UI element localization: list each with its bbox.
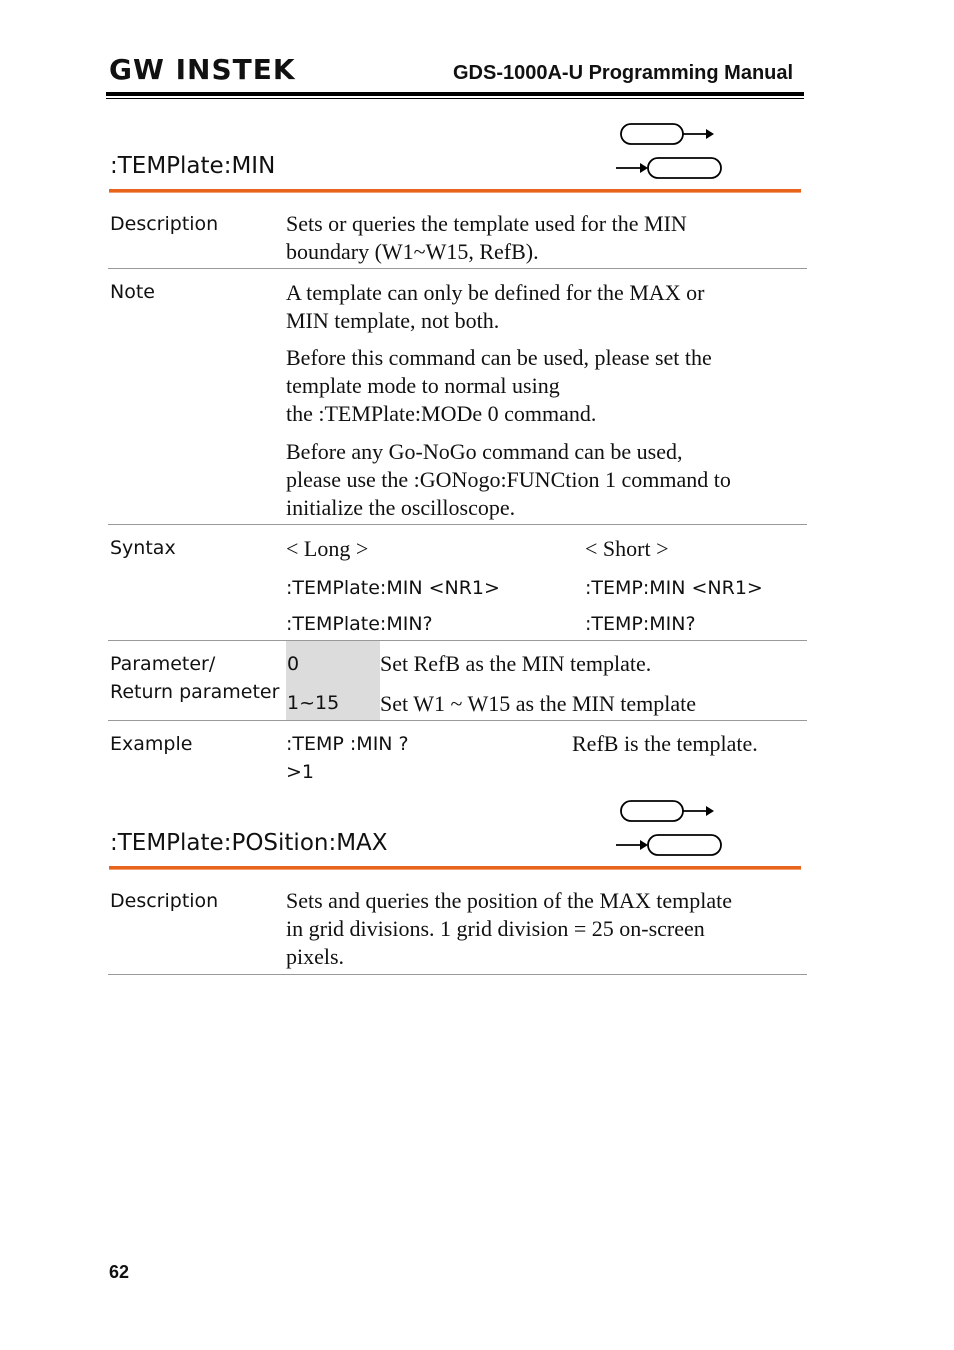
param-desc: Set W1 ~ W15 as the MIN template <box>380 691 696 716</box>
manual-title: GDS-1000A-U Programming Manual <box>453 62 794 84</box>
section-rule <box>109 866 801 870</box>
example-label: Example <box>110 733 193 755</box>
page-number: 62 <box>109 1262 130 1282</box>
syntax-long-set: :TEMPlate:MIN <NR1> <box>286 577 500 599</box>
description-label: Description <box>110 890 219 912</box>
header-rule-thin <box>106 98 804 99</box>
syntax-label: Syntax <box>110 537 176 559</box>
syntax-short-header: < Short > <box>585 536 669 561</box>
description-label: Description <box>110 213 219 235</box>
example-description: RefB is the template. <box>572 731 758 756</box>
set-query-icon <box>612 797 722 857</box>
param-value: 1~15 <box>287 692 340 714</box>
row-divider <box>108 268 807 269</box>
gw-instek-logo: GW INSTEK <box>109 53 296 86</box>
row-divider <box>108 524 807 525</box>
section-title-template-position-max: :TEMPlate:POSition:MAX <box>110 830 388 856</box>
description-text: Sets or queries the template used for the MIN boundary (W1~W15, RefB). <box>286 211 687 264</box>
note-label: Note <box>110 281 155 303</box>
example-command: :TEMP :MIN ? >1 <box>286 733 409 783</box>
syntax-short-set: :TEMP:MIN <NR1> <box>585 577 763 599</box>
description-text: Sets and queries the position of the MAX template in grid divisions. 1 grid division = 25 on-screen pixels. <box>286 888 733 969</box>
set-query-icon <box>612 120 722 180</box>
note-paragraph-2: Before this command can be used, please set the template mode to normal using the :TEMPlate:MODe 0 command. <box>286 345 712 426</box>
note-paragraph-3: Before any Go-NoGo command can be used, please use the :GONogo:FUNCtion 1 command to initialize the oscilloscope. <box>286 439 731 520</box>
row-divider <box>108 974 807 975</box>
param-value: 0 <box>287 653 300 675</box>
syntax-short-query: :TEMP:MIN? <box>585 613 696 635</box>
section-title-template-min: :TEMPlate:MIN <box>110 153 276 179</box>
parameter-label: Parameter/ Return parameter <box>110 653 280 703</box>
section-rule <box>109 189 801 193</box>
row-divider <box>108 640 807 641</box>
param-desc: Set RefB as the MIN template. <box>380 651 652 676</box>
header-rule <box>106 92 804 96</box>
syntax-long-query: :TEMPlate:MIN? <box>286 613 433 635</box>
note-paragraph-1: A template can only be defined for the MAX or MIN template, not both. <box>286 280 705 333</box>
syntax-long-header: < Long > <box>286 536 369 561</box>
row-divider <box>108 720 807 721</box>
